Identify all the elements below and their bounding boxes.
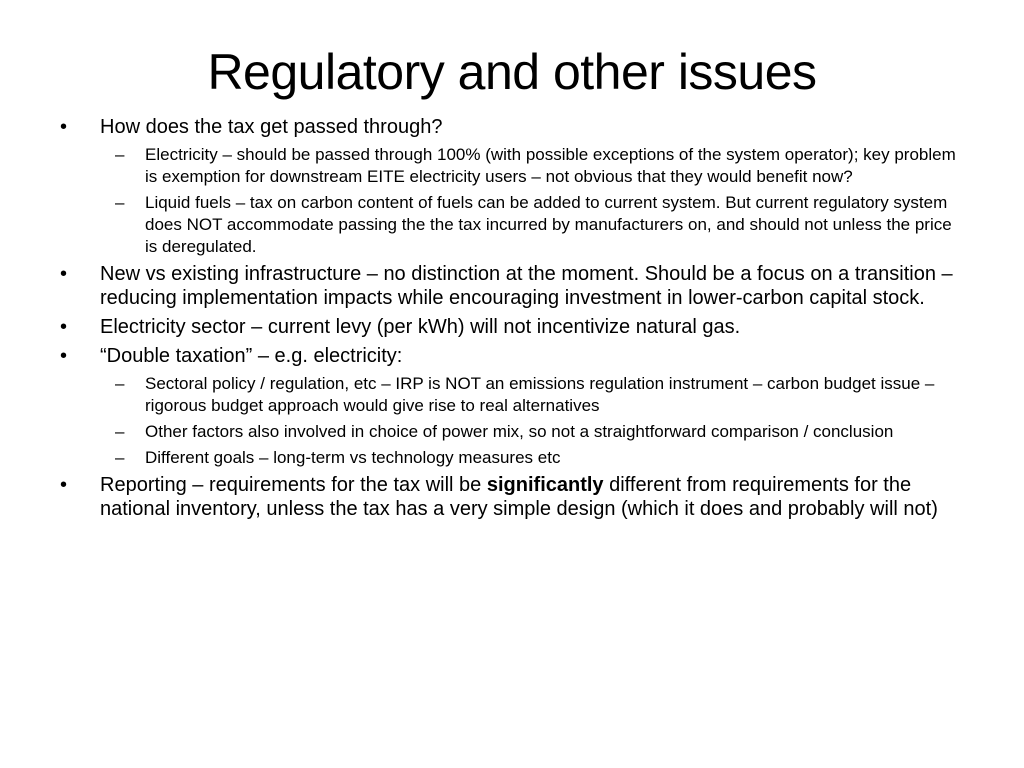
sub-bullet-text: Other factors also involved in choice of power mix, so not a straightforward comparison / conclusion: [145, 422, 894, 441]
bullet-item: [60, 473, 960, 521]
dash-icon: –: [115, 193, 125, 212]
bullet-item: [60, 315, 960, 339]
bullet-icon: •: [60, 263, 68, 285]
bullet-item: [60, 262, 960, 310]
sub-bullet-list: [60, 373, 960, 469]
sub-bullet-item: [60, 144, 960, 188]
slide-title: Regulatory and other issues: [207, 44, 817, 100]
dash-icon: –: [115, 448, 125, 467]
emphasis-text: significantly: [486, 474, 604, 496]
dash-icon: –: [115, 374, 125, 393]
bullet-text: How does the tax get passed through?: [100, 116, 443, 138]
sub-bullet-text: Liquid fuels – tax on carbon content of fuels can be added to current system. But current regulatory system does NOT accommodate passing the the tax incurred by manufacturers on, and should not unless the price is deregulated.: [145, 193, 952, 256]
bullet-icon: •: [60, 474, 68, 496]
bullet-text-part: different from requirements for the national inventory, unless the tax has a very simple design (which it does and probably will not): [100, 474, 938, 520]
sub-bullet-list: [60, 144, 960, 258]
dash-icon: –: [115, 422, 125, 441]
sub-bullet-text: Sectoral policy / regulation, etc – IRP is NOT an emissions regulation instrument – carbon budget issue – rigorous budget approach would give rise to real alternatives: [145, 374, 935, 415]
bullet-item: [60, 344, 960, 368]
sub-bullet-item: [60, 192, 960, 258]
bullet-text: “Double taxation” – e.g. electricity:: [100, 345, 403, 367]
sub-bullet-item: [60, 421, 960, 443]
bullet-icon: •: [60, 116, 68, 138]
sub-bullet-text: Electricity – should be passed through 100% (with possible exceptions of the system operator); key problem is exemption for downstream EITE electricity users – not obvious that they would benefit now?: [145, 145, 956, 186]
bullet-item: [60, 115, 960, 139]
slide-body: [60, 115, 960, 526]
bullet-text: [100, 474, 938, 520]
bullet-icon: •: [60, 345, 68, 367]
sub-bullet-text: Different goals – long-term vs technology measures etc: [145, 448, 561, 467]
sub-bullet-item: [60, 447, 960, 469]
bullet-text: New vs existing infrastructure – no distinction at the moment. Should be a focus on a transition – reducing implementation impacts while encouraging investment in lower-carbon capital stock.: [100, 263, 953, 309]
bullet-text-part: Reporting – requirements for the tax will be: [100, 474, 487, 496]
bullet-text: Electricity sector – current levy (per kWh) will not incentivize natural gas.: [100, 316, 741, 338]
sub-bullet-item: [60, 373, 960, 417]
dash-icon: –: [115, 145, 125, 164]
bullet-icon: •: [60, 316, 68, 338]
